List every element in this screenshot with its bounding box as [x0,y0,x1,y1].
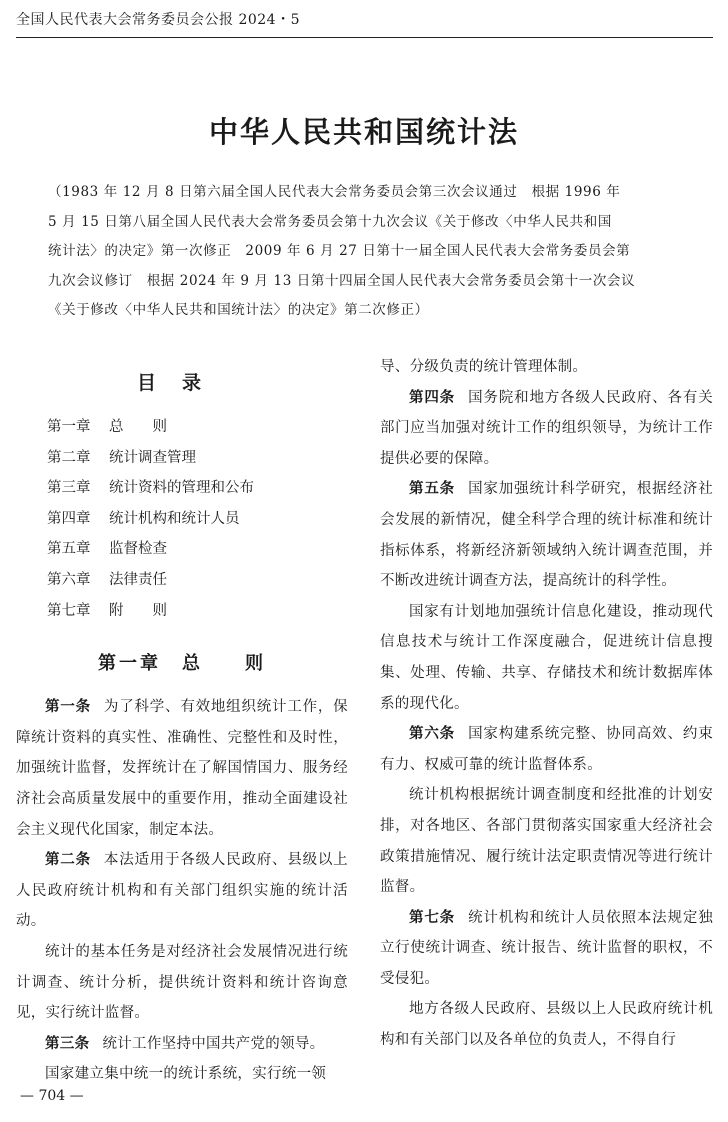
toc-item [16,504,348,535]
toc-chapter-number: 第四章 [47,510,91,527]
article-2 [16,845,348,937]
left-column [16,360,348,1090]
article-3 [16,1029,348,1060]
toc-chapter-name: 监督检查 [109,541,167,558]
preamble-line: （1983 年 12 月 8 日第六届全国人民代表大会常务委员会第三次会议通过 根据 1996 年 [48,184,621,200]
toc-chapter-name: 附 则 [109,602,167,619]
article-text: 为了科学、有效地组织统计工作，保障统计资料的真实性、准确性、完整性和及时性，加强统计监督，发挥统计在了解国情国力、服务经济社会高质量发展中的重要作用，推动全面建设社会主义现代化国家，制定本法。 [16,699,348,838]
preamble-line: 5 月 15 日第八届全国人民代表大会常务委员会第十九次会议《关于修改〈中华人民共和国 [48,213,612,230]
article-paragraph: 国家有计划地加强统计信息化建设，推动现代信息技术与统计工作深度融合，促进统计信息搜集、处理、传输、共享、存储技术和统计数据库体系的现代化。 [380,603,713,712]
toc-chapter-number: 第三章 [47,480,91,497]
article-label: 第七条 [409,908,456,926]
page-number: — 704 — [20,1088,84,1104]
article-6 [380,719,713,780]
article-paragraph: 统计的基本任务是对经济社会发展情况进行统计调查、统计分析，提供统计资料和统计咨询意见，实行统计监督。 [16,943,348,1022]
article-text: 本法适用于各级人民政府、县级以上人民政府统计机构和有关部门组织实施的统计活动。 [16,852,348,930]
article-4 [380,383,713,475]
article-paragraph: 地方各级人民政府、县级以上人民政府统计机构和有关部门以及各单位的负责人，不得自行 [380,1001,713,1049]
law-title: 中华人民共和国统计法 [208,115,519,149]
toc-item [16,412,348,443]
toc-chapter-number: 第二章 [47,449,91,466]
toc-item [16,443,348,474]
article-text: 统计工作坚持中国共产党的领导。 [102,1035,325,1052]
right-column [380,352,713,1056]
toc-chapter-number: 第六章 [47,571,91,588]
article-text: 国家加强统计科学研究，根据经济社会发展的新情况，健全科学合理的统计标准和统计指标体系，将新经济新领域纳入统计调查范围，并不断改进统计调查方法，提高统计的科学性。 [380,481,713,590]
article-label: 第四条 [409,388,456,406]
preamble-line: 九次会议修订 根据 2024 年 9 月 13 日第十四届全国人民代表大会常务委员会第十一次会议 [48,272,636,289]
preamble [48,178,688,326]
article-label: 第二条 [45,851,91,869]
article-text: 国家构建系统完整、协同高效、约束有力、权威可靠的统计监督体系。 [380,726,713,773]
toc-item [16,596,348,627]
toc-item [16,565,348,596]
toc-chapter-name: 法律责任 [109,571,167,588]
journal-header: 全国人民代表大会常务委员会公报 2024・5 [16,12,300,28]
toc-chapter-name: 总 则 [109,419,167,435]
toc-chapter-number: 第七章 [47,602,91,619]
article-paragraph: 国家建立集中统一的统计系统，实行统一领 [45,1066,327,1083]
article-7 [380,903,713,995]
header-rule [16,37,713,38]
preamble-line: 《关于修改〈中华人民共和国统计法〉的决定》第二次修正） [48,302,429,318]
continued-text: 导、分级负责的统计管理体制。 [380,359,588,375]
article-label: 第一条 [45,698,91,716]
article-paragraph: 统计机构根据统计调查制度和经批准的计划安排，对各地区、各部门贯彻落实国家重大经济社会政策措施情况、履行统计法定职责情况等进行统计监督。 [380,787,713,896]
article-label: 第三条 [45,1034,90,1052]
article-text: 统计机构和统计人员依照本法规定独立行使统计调查、统计报告、统计监督的职权，不受侵犯。 [380,909,713,987]
article-text: 国务院和地方各级人民政府、各有关部门应当加强对统计工作的组织领导，为统计工作提供必要的保障。 [380,389,713,467]
toc-chapter-number: 第一章 [47,419,91,435]
article-5 [380,474,713,596]
article-label: 第六条 [409,725,456,743]
toc-title: 目录 [136,372,227,394]
preamble-line: 统计法〉的决定》第一次修正 2009 年 6 月 27 日第十一届全国人民代表大会常务委员会第 [48,243,631,259]
toc-chapter-name: 统计机构和统计人员 [109,510,240,527]
article-1 [16,692,348,845]
chapter-heading: 第一章 总 则 [98,653,266,675]
toc-item [16,534,348,565]
toc-chapter-name: 统计调查管理 [109,449,196,466]
toc-chapter-name: 统计资料的管理和公布 [109,480,254,497]
toc-item [16,473,348,504]
toc-chapter-number: 第五章 [47,541,91,558]
article-label: 第五条 [409,480,456,498]
